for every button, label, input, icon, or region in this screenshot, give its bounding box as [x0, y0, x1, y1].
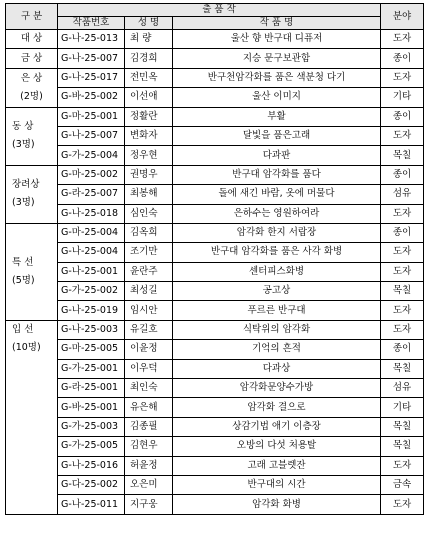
category-label: 입 선: [12, 323, 34, 335]
table-row: [6, 320, 424, 339]
header-name: 성 명: [125, 17, 173, 30]
entry-code: G-가-25-005: [58, 437, 125, 456]
entry-title: 달빛을 품은고래: [173, 126, 381, 145]
entry-field: 섬유: [381, 379, 424, 398]
entry-name: 김종필: [125, 417, 173, 436]
category-cell: [6, 49, 58, 68]
header-title: 작 품 명: [173, 17, 381, 30]
entry-name: 윤란주: [125, 262, 173, 281]
entry-title: 고래 고블렛잔: [173, 456, 381, 475]
category-count: (3명): [12, 197, 35, 209]
table-row: [6, 398, 424, 417]
table-row: [6, 204, 424, 223]
entry-name: 최성길: [125, 282, 173, 301]
category-cell: [6, 107, 58, 165]
entry-name: 조기만: [125, 243, 173, 262]
entry-code: G-마-25-004: [58, 223, 125, 242]
category-label: 특 선: [12, 256, 34, 268]
entry-code: G-나-25-013: [58, 30, 125, 49]
entry-code: G-마-25-005: [58, 340, 125, 359]
entry-name: 변화자: [125, 126, 173, 145]
entry-title: 반구대의 시간: [173, 475, 381, 494]
entry-code: G-나-25-004: [58, 243, 125, 262]
entry-name: 김옥희: [125, 223, 173, 242]
entry-field: 종이: [381, 223, 424, 242]
entry-field: 금속: [381, 475, 424, 494]
entry-field: 도자: [381, 456, 424, 475]
category-count: (10명): [12, 341, 41, 353]
entry-name: 유길호: [125, 320, 173, 339]
entry-code: G-바-25-001: [58, 398, 125, 417]
entry-name: 이우덕: [125, 359, 173, 378]
entry-field: 도자: [381, 262, 424, 281]
entry-name: 오은미: [125, 475, 173, 494]
entry-code: G-라-25-001: [58, 379, 125, 398]
entry-title: 기억의 흔적: [173, 340, 381, 359]
entry-field: 도자: [381, 320, 424, 339]
category-count: (5명): [12, 274, 35, 286]
category-label: 금 상: [20, 52, 43, 64]
category-label: 은 상: [20, 72, 43, 84]
entry-field: 도자: [381, 68, 424, 87]
entry-name: 이윤정: [125, 340, 173, 359]
entry-code: G-가-25-001: [58, 359, 125, 378]
entry-name: 김경희: [125, 49, 173, 68]
entry-code: G-가-25-002: [58, 282, 125, 301]
entry-title: 반구대 암각화를 품다: [173, 165, 381, 184]
header-field: 분야: [381, 4, 424, 30]
table-row: [6, 107, 424, 126]
entry-name: 최 량: [125, 30, 173, 49]
entry-name: 이선애: [125, 88, 173, 107]
entry-name: 정우현: [125, 146, 173, 165]
entry-title: 부활: [173, 107, 381, 126]
entry-field: 목칠: [381, 282, 424, 301]
entry-title: 상감기법 애기 이층장: [173, 417, 381, 436]
entry-name: 전민옥: [125, 68, 173, 87]
table-row: [6, 379, 424, 398]
table-row: [6, 223, 424, 242]
table-row: [6, 126, 424, 145]
category-cell: [6, 68, 58, 107]
entry-field: 도자: [381, 126, 424, 145]
entry-code: G-가-25-003: [58, 417, 125, 436]
entry-code: G-다-25-002: [58, 475, 125, 494]
entry-field: 종이: [381, 49, 424, 68]
header-category: 구 분: [6, 4, 58, 30]
entry-title: 울산 향 반구대 디퓨저: [173, 30, 381, 49]
entry-title: 은하수는 영원하여라: [173, 204, 381, 223]
entry-title: 암각화 한지 서랍장: [173, 223, 381, 242]
table-row: [6, 262, 424, 281]
entry-name: 심인숙: [125, 204, 173, 223]
entry-field: 목칠: [381, 146, 424, 165]
entry-title: 지승 문구보관함: [173, 49, 381, 68]
category-count: (2명): [20, 90, 43, 102]
category-cell: [6, 165, 58, 223]
table-row: [6, 49, 424, 68]
entry-field: 기타: [381, 398, 424, 417]
header-code: 작품번호: [58, 17, 125, 30]
entry-field: 도자: [381, 301, 424, 320]
entry-code: G-나-25-016: [58, 456, 125, 475]
entry-code: G-바-25-002: [58, 88, 125, 107]
entry-code: G-나-25-017: [58, 68, 125, 87]
table-row: [6, 185, 424, 204]
table-row: [6, 456, 424, 475]
entry-code: G-나-25-001: [58, 262, 125, 281]
entry-name: 임시안: [125, 301, 173, 320]
table-row: [6, 359, 424, 378]
entry-field: 종이: [381, 107, 424, 126]
header-row-bottom: [6, 17, 424, 30]
table-row: [6, 417, 424, 436]
header-row-top: [6, 4, 424, 17]
entry-field: 도자: [381, 495, 424, 514]
entry-title: 식탁위의 암각화: [173, 320, 381, 339]
entry-title: 다과상: [173, 359, 381, 378]
entry-code: G-나-25-003: [58, 320, 125, 339]
category-label: 동 상: [12, 121, 34, 133]
awards-table: [5, 3, 424, 515]
entry-title: 다과판: [173, 146, 381, 165]
table-row: [6, 282, 424, 301]
entry-code: G-마-25-002: [58, 165, 125, 184]
entry-field: 도자: [381, 243, 424, 262]
entry-name: 권명우: [125, 165, 173, 184]
entry-name: 허윤정: [125, 456, 173, 475]
entry-name: 정활란: [125, 107, 173, 126]
entry-name: 김현우: [125, 437, 173, 456]
entry-title: 센터피스화병: [173, 262, 381, 281]
entry-title: 반구천암각화를 품은 색분청 다기: [173, 68, 381, 87]
entry-title: 암각화문양수가방: [173, 379, 381, 398]
table-row: [6, 88, 424, 107]
category-label: 장려상: [12, 179, 40, 191]
entry-title: 푸르른 반구대: [173, 301, 381, 320]
table-row: [6, 243, 424, 262]
entry-title: 반구대 암각화를 품은 사각 화병: [173, 243, 381, 262]
entry-code: G-라-25-007: [58, 185, 125, 204]
entry-code: G-마-25-001: [58, 107, 125, 126]
entry-title: 공고상: [173, 282, 381, 301]
entry-name: 지구웅: [125, 495, 173, 514]
entry-field: 도자: [381, 204, 424, 223]
category-cell: [6, 320, 58, 514]
entry-field: 종이: [381, 165, 424, 184]
entry-field: 목칠: [381, 437, 424, 456]
table-row: [6, 301, 424, 320]
entry-title: 울산 이미지: [173, 88, 381, 107]
entry-field: 목칠: [381, 417, 424, 436]
category-cell: [6, 30, 58, 49]
table-row: [6, 340, 424, 359]
table-row: [6, 437, 424, 456]
category-label: 대 상: [20, 33, 43, 45]
category-count: (3명): [12, 139, 35, 151]
table-row: [6, 146, 424, 165]
entry-code: G-나-25-011: [58, 495, 125, 514]
entry-title: 돌에 새긴 바람, 옷에 머물다: [173, 185, 381, 204]
entry-code: G-나-25-019: [58, 301, 125, 320]
category-cell: [6, 223, 58, 320]
entry-title: 암각화 결으로: [173, 398, 381, 417]
entry-code: G-가-25-004: [58, 146, 125, 165]
entry-name: 최인숙: [125, 379, 173, 398]
entry-field: 도자: [381, 30, 424, 49]
entry-code: G-나-25-007: [58, 126, 125, 145]
table-row: [6, 475, 424, 494]
entry-field: 종이: [381, 340, 424, 359]
table-row: [6, 30, 424, 49]
entry-name: 최봉해: [125, 185, 173, 204]
entry-field: 목칠: [381, 359, 424, 378]
table-row: [6, 495, 424, 514]
entry-code: G-나-25-007: [58, 49, 125, 68]
entry-code: G-나-25-018: [58, 204, 125, 223]
entry-field: 섬유: [381, 185, 424, 204]
table-row: [6, 165, 424, 184]
entry-title: 오방의 다섯 처용탈: [173, 437, 381, 456]
entry-name: 유은해: [125, 398, 173, 417]
header-entries: 출 품 작: [58, 4, 381, 17]
entry-field: 기타: [381, 88, 424, 107]
entry-title: 암각화 화병: [173, 495, 381, 514]
table-row: [6, 68, 424, 87]
